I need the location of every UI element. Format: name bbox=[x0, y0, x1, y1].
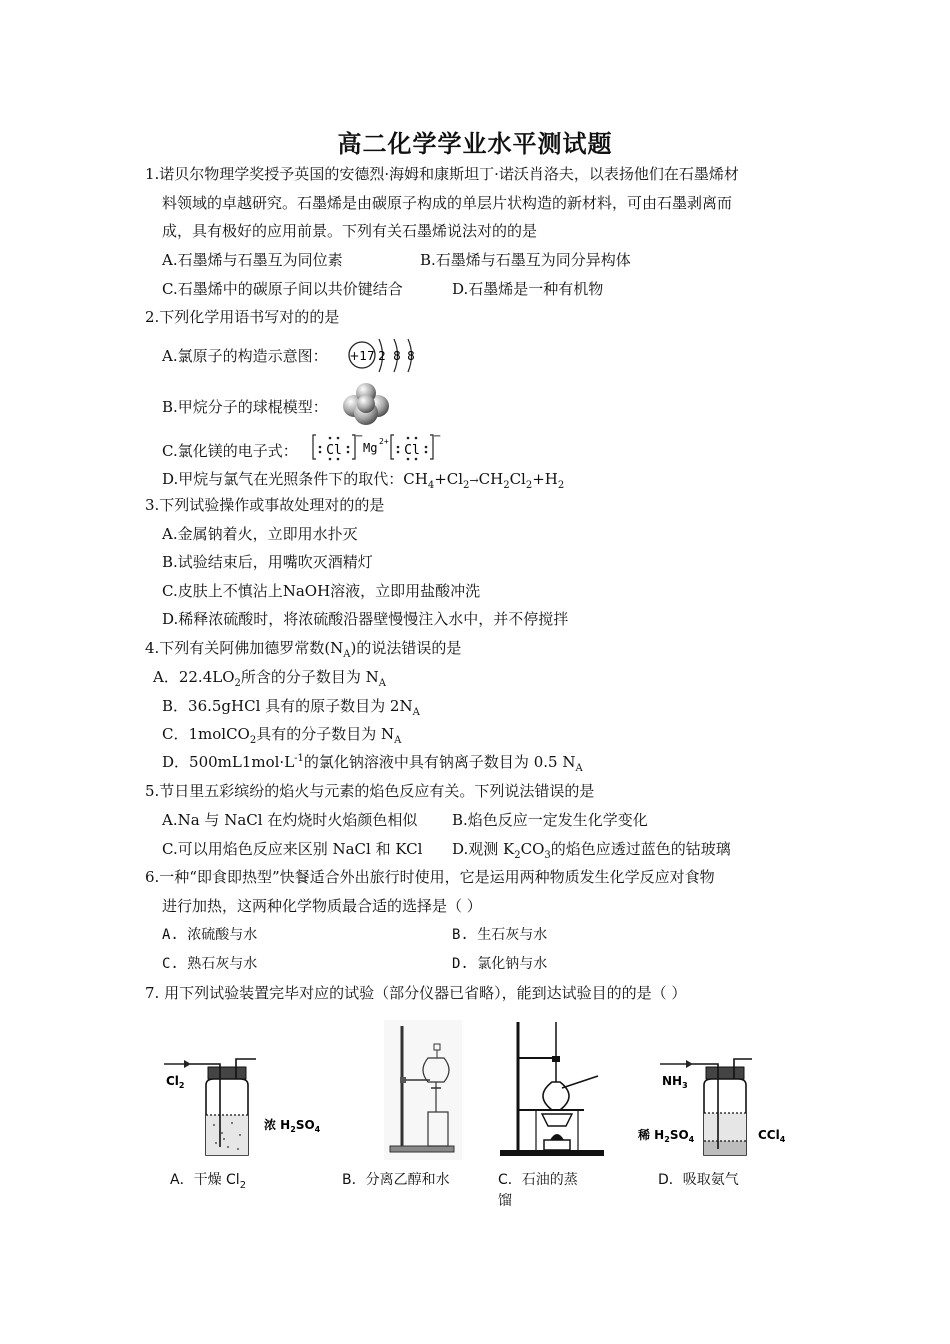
q1-option-d: D.石墨烯是一种有机物 bbox=[452, 280, 604, 298]
q5-option-c: C.可以用焰色反应来区别 NaCl 和 KCl bbox=[162, 840, 423, 858]
q7-stem: 7. 用下列试验装置完毕对应的试验（部分仪器已省略），能到达试验目的的是（ ） bbox=[145, 984, 687, 1002]
fig-a-gas-label: $Cl_2$ bbox=[166, 1074, 185, 1090]
q3-option-d: D.稀释浓硫酸时，将浓硫酸沿器壁慢慢注入水中，并不停搅拌 bbox=[162, 610, 569, 628]
page-title: 高二化学学业水平测试题 bbox=[337, 129, 613, 158]
fig-a-caption: A．干燥 $Cl_2$ bbox=[170, 1172, 247, 1191]
q4-stem: 4.下列有关阿佛加德罗常数$(N_A)$的说法错误的是 bbox=[145, 639, 462, 660]
q5-option-b: B.焰色反应一定发生化学变化 bbox=[452, 811, 648, 829]
nucleus-charge: +17 bbox=[349, 349, 375, 363]
q6-stem-line1: 6.一种“即食即热型”快餐适合外出旅行时使用，它是运用两种物质发生化学反应对食物 bbox=[145, 868, 715, 886]
q1-option-c: C.石墨烯中的碳原子间以共价键结合 bbox=[162, 280, 403, 298]
q4-option-c: C．1molCO$_2$具有的分子数目为 $N_A$ bbox=[162, 725, 402, 746]
q6-option-a: A. 浓硫酸与水 bbox=[162, 927, 258, 943]
shell-3-electrons: 8 bbox=[407, 349, 415, 363]
q6-stem-line2: 进行加热，这两种化学物质最合适的选择是（ ） bbox=[162, 897, 482, 915]
q1-option-a: A.石墨烯与石墨互为同位素 bbox=[162, 251, 343, 269]
fig-d-left-label: 稀 $H_2SO_4$ bbox=[638, 1128, 695, 1144]
fig-c-caption-line1: C．石油的蒸 bbox=[498, 1172, 578, 1188]
q3-option-c: C.皮肤上不慎沾上NaOH溶液，立即用盐酸冲洗 bbox=[162, 582, 481, 600]
q2-option-d: D.甲烷与氯气在光照条件下的取代：$CH_4+Cl_2\to CH_2Cl_2+H_2$ bbox=[162, 470, 565, 491]
q5-stem: 5.节日里五彩缤纷的焰火与元素的焰色反应有关。下列说法错误的是 bbox=[145, 782, 595, 800]
magnesium-charge: 2+ bbox=[379, 437, 389, 446]
q3-option-b: B.试验结束后，用嘴吹灭酒精灯 bbox=[162, 553, 373, 571]
methane-ball-model-image bbox=[340, 382, 392, 426]
q2-option-c: C.氯化镁的电子式： bbox=[162, 442, 298, 460]
fig-c-caption-line2: 馏 bbox=[498, 1193, 512, 1209]
chloride-charge-right: − bbox=[433, 431, 442, 442]
chloride-symbol-left: Cl bbox=[326, 443, 342, 458]
chloride-symbol-right: Cl bbox=[404, 443, 420, 458]
q2-stem: 2.下列化学用语书写对的的是 bbox=[145, 308, 340, 326]
q4-option-b: B．36.5gHCl 具有的原子数目为 $2N_A$ bbox=[162, 697, 420, 718]
fig-d-gas-label: $NH_3$ bbox=[662, 1074, 688, 1090]
q3-stem: 3.下列试验操作或事故处理对的的是 bbox=[145, 496, 385, 514]
q6-option-b: B. 生石灰与水 bbox=[452, 927, 548, 943]
magnesium-chloride-electron-formula bbox=[310, 431, 442, 465]
q1-stem-line3: 成，具有极好的应用前景。下列有关石墨烯说法对的的是 bbox=[162, 222, 538, 240]
q4-option-d: D．$500mL1mol\cdot L^{-1}$的氯化钠溶液中具有钠离子数目为 0.5 $N_A$ bbox=[162, 753, 583, 774]
q2-option-b: B.甲烷分子的球棍模型： bbox=[162, 398, 328, 416]
shell-2-electrons: 8 bbox=[393, 349, 401, 363]
figure-d-ammonia-absorption-apparatus bbox=[636, 1055, 806, 1165]
q2-option-a: A.氯原子的构造示意图： bbox=[162, 347, 328, 365]
q5-option-d: D.观测 $K_2CO_3$的焰色应透过蓝色的钴玻璃 bbox=[452, 840, 731, 861]
q1-stem-line1: 1.诺贝尔物理学奖授予英国的安德烈·海姆和康斯坦丁·诺沃肖洛夫，以表扬他们在石墨烯材 bbox=[145, 165, 739, 183]
figure-c-distillation-apparatus bbox=[494, 1018, 610, 1160]
fig-d-right-label: CCl$_4$ bbox=[758, 1128, 786, 1144]
figure-a-gas-drying-apparatus bbox=[158, 1055, 338, 1165]
q6-option-d: D. 氯化钠与水 bbox=[452, 956, 548, 972]
fig-a-liquid-label: 浓 $H_2SO_4$ bbox=[264, 1118, 321, 1134]
q4-option-a: A．$22.4LO_2$所含的分子数目为 $N_A$ bbox=[153, 668, 387, 689]
q1-stem-line2: 料领域的卓越研究。石墨烯是由碳原子构成的单层片状构造的新材料，可由石墨剥离而 bbox=[162, 194, 733, 212]
fig-d-caption: D．吸取氨气 bbox=[658, 1172, 739, 1188]
q3-option-a: A.金属钠着火，立即用水扑灭 bbox=[162, 525, 358, 543]
q5-option-a: A.Na 与 NaCl 在灼烧时火焰颜色相似 bbox=[162, 811, 418, 829]
q6-option-c: C. 熟石灰与水 bbox=[162, 956, 258, 972]
chloride-charge-left: − bbox=[355, 431, 364, 442]
magnesium-symbol: Mg bbox=[363, 441, 378, 455]
chlorine-atom-structure-diagram bbox=[344, 336, 416, 376]
figure-b-separation-apparatus bbox=[384, 1020, 462, 1160]
fig-b-caption: B．分离乙醇和水 bbox=[342, 1172, 450, 1188]
q1-option-b: B.石墨烯与石墨互为同分异构体 bbox=[420, 251, 631, 269]
shell-1-electrons: 2 bbox=[378, 349, 386, 363]
